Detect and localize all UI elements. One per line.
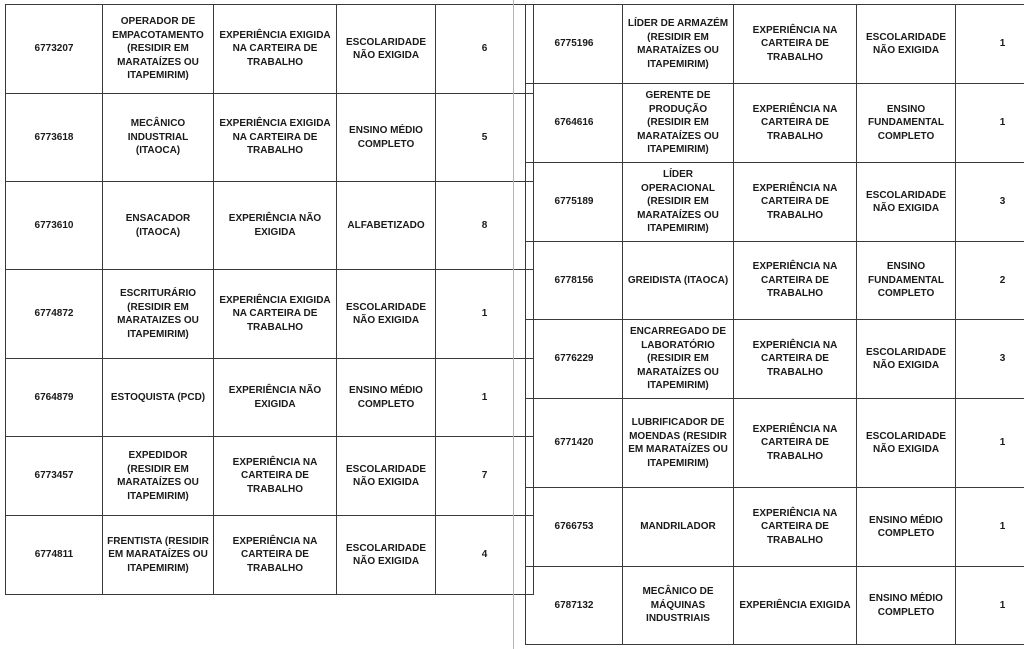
job-experience: EXPERIÊNCIA NA CARTEIRA DE TRABALHO bbox=[214, 516, 337, 595]
job-table-left bbox=[5, 4, 534, 595]
job-occupation: GERENTE DE PRODUÇÃO (RESIDIR EM MARATAÍZES OU ITAPEMIRIM) bbox=[623, 84, 734, 163]
job-occupation: MECÂNICO DE MÁQUINAS INDUSTRIAIS bbox=[623, 567, 734, 645]
table-row bbox=[526, 5, 1024, 84]
job-education: ESCOLARIDADE NÃO EXIGIDA bbox=[337, 516, 436, 595]
table-row bbox=[6, 516, 534, 595]
job-occupation: LUBRIFICADOR DE MOENDAS (RESIDIR EM MARATAÍZES OU ITAPEMIRIM) bbox=[623, 399, 734, 488]
job-vacancies: 4 bbox=[436, 516, 534, 595]
job-vacancies: 1 bbox=[956, 488, 1024, 567]
table-row bbox=[526, 242, 1024, 320]
job-experience: EXPERIÊNCIA NA CARTEIRA DE TRABALHO bbox=[734, 5, 857, 84]
job-code: 6774811 bbox=[6, 516, 103, 595]
job-code: 6787132 bbox=[526, 567, 623, 645]
job-vacancies: 3 bbox=[956, 163, 1024, 242]
job-vacancies: 1 bbox=[436, 270, 534, 359]
job-vacancies: 3 bbox=[956, 320, 1024, 399]
job-occupation: OPERADOR DE EMPACOTAMENTO (RESIDIR EM MARATAÍZES OU ITAPEMIRIM) bbox=[103, 5, 214, 94]
job-vacancies: 1 bbox=[956, 5, 1024, 84]
job-education: ENSINO FUNDAMENTAL COMPLETO bbox=[857, 242, 956, 320]
job-education: ALFABETIZADO bbox=[337, 182, 436, 270]
job-code: 6773610 bbox=[6, 182, 103, 270]
job-occupation: ESCRITURÁRIO (RESIDIR EM MARATAIZES OU ITAPEMIRIM) bbox=[103, 270, 214, 359]
job-experience: EXPERIÊNCIA NA CARTEIRA DE TRABALHO bbox=[734, 84, 857, 163]
job-vacancies: 2 bbox=[956, 242, 1024, 320]
table-row bbox=[526, 399, 1024, 488]
job-occupation: MANDRILADOR bbox=[623, 488, 734, 567]
job-code: 6766753 bbox=[526, 488, 623, 567]
job-experience: EXPERIÊNCIA NA CARTEIRA DE TRABALHO bbox=[734, 488, 857, 567]
job-education: ENSINO MÉDIO COMPLETO bbox=[337, 94, 436, 182]
job-experience: EXPERIÊNCIA NÃO EXIGIDA bbox=[214, 359, 337, 437]
job-occupation: EXPEDIDOR (RESIDIR EM MARATAÍZES OU ITAPEMIRIM) bbox=[103, 437, 214, 516]
job-code: 6764879 bbox=[6, 359, 103, 437]
job-occupation: MECÂNICO INDUSTRIAL (ITAOCA) bbox=[103, 94, 214, 182]
job-vacancies: 7 bbox=[436, 437, 534, 516]
table-row bbox=[6, 270, 534, 359]
table-row bbox=[6, 437, 534, 516]
job-vacancies: 1 bbox=[956, 567, 1024, 645]
job-experience: EXPERIÊNCIA EXIGIDA NA CARTEIRA DE TRABALHO bbox=[214, 5, 337, 94]
table-row bbox=[6, 359, 534, 437]
table-row bbox=[526, 84, 1024, 163]
job-experience: EXPERIÊNCIA NA CARTEIRA DE TRABALHO bbox=[734, 399, 857, 488]
job-education: ENSINO MÉDIO COMPLETO bbox=[857, 567, 956, 645]
job-code: 6775196 bbox=[526, 5, 623, 84]
job-education: ESCOLARIDADE NÃO EXIGIDA bbox=[337, 5, 436, 94]
job-experience: EXPERIÊNCIA EXIGIDA bbox=[734, 567, 857, 645]
job-experience: EXPERIÊNCIA NA CARTEIRA DE TRABALHO bbox=[734, 163, 857, 242]
job-experience: EXPERIÊNCIA EXIGIDA NA CARTEIRA DE TRABALHO bbox=[214, 270, 337, 359]
table-row bbox=[526, 320, 1024, 399]
job-education: ESCOLARIDADE NÃO EXIGIDA bbox=[857, 163, 956, 242]
job-occupation: LÍDER OPERACIONAL (RESIDIR EM MARATAÍZES OU ITAPEMIRIM) bbox=[623, 163, 734, 242]
job-education: ESCOLARIDADE NÃO EXIGIDA bbox=[857, 5, 956, 84]
job-vacancies: 6 bbox=[436, 5, 534, 94]
job-education: ESCOLARIDADE NÃO EXIGIDA bbox=[337, 270, 436, 359]
job-table-right bbox=[525, 4, 1024, 645]
job-vacancies: 1 bbox=[436, 359, 534, 437]
job-vacancies: 5 bbox=[436, 94, 534, 182]
table-row bbox=[526, 163, 1024, 242]
job-code: 6774872 bbox=[6, 270, 103, 359]
job-education: ENSINO FUNDAMENTAL COMPLETO bbox=[857, 84, 956, 163]
job-experience: EXPERIÊNCIA EXIGIDA NA CARTEIRA DE TRABALHO bbox=[214, 94, 337, 182]
job-education: ESCOLARIDADE NÃO EXIGIDA bbox=[337, 437, 436, 516]
job-occupation: GREIDISTA (ITAOCA) bbox=[623, 242, 734, 320]
job-code: 6764616 bbox=[526, 84, 623, 163]
table-row bbox=[6, 94, 534, 182]
table-row bbox=[6, 182, 534, 270]
table-row bbox=[6, 5, 534, 94]
job-code: 6773207 bbox=[6, 5, 103, 94]
job-code: 6771420 bbox=[526, 399, 623, 488]
job-education: ESCOLARIDADE NÃO EXIGIDA bbox=[857, 399, 956, 488]
job-experience: EXPERIÊNCIA NA CARTEIRA DE TRABALHO bbox=[214, 437, 337, 516]
job-vacancies: 8 bbox=[436, 182, 534, 270]
job-code: 6775189 bbox=[526, 163, 623, 242]
job-experience: EXPERIÊNCIA NA CARTEIRA DE TRABALHO bbox=[734, 320, 857, 399]
job-occupation: ENCARREGADO DE LABORATÓRIO (RESIDIR EM MARATAÍZES OU ITAPEMIRIM) bbox=[623, 320, 734, 399]
page-divider bbox=[513, 0, 514, 649]
job-experience: EXPERIÊNCIA NÃO EXIGIDA bbox=[214, 182, 337, 270]
job-occupation: ESTOQUISTA (PCD) bbox=[103, 359, 214, 437]
job-code: 6778156 bbox=[526, 242, 623, 320]
job-vacancies: 1 bbox=[956, 84, 1024, 163]
job-education: ENSINO MÉDIO COMPLETO bbox=[337, 359, 436, 437]
job-code: 6773457 bbox=[6, 437, 103, 516]
job-experience: EXPERIÊNCIA NA CARTEIRA DE TRABALHO bbox=[734, 242, 857, 320]
job-education: ENSINO MÉDIO COMPLETO bbox=[857, 488, 956, 567]
job-code: 6776229 bbox=[526, 320, 623, 399]
job-vacancies: 1 bbox=[956, 399, 1024, 488]
table-row bbox=[526, 488, 1024, 567]
table-row bbox=[526, 567, 1024, 645]
job-occupation: FRENTISTA (RESIDIR EM MARATAÍZES OU ITAPEMIRIM) bbox=[103, 516, 214, 595]
job-education: ESCOLARIDADE NÃO EXIGIDA bbox=[857, 320, 956, 399]
job-code: 6773618 bbox=[6, 94, 103, 182]
job-occupation: LÍDER DE ARMAZÉM (RESIDIR EM MARATAÍZES OU ITAPEMIRIM) bbox=[623, 5, 734, 84]
job-occupation: ENSACADOR (ITAOCA) bbox=[103, 182, 214, 270]
